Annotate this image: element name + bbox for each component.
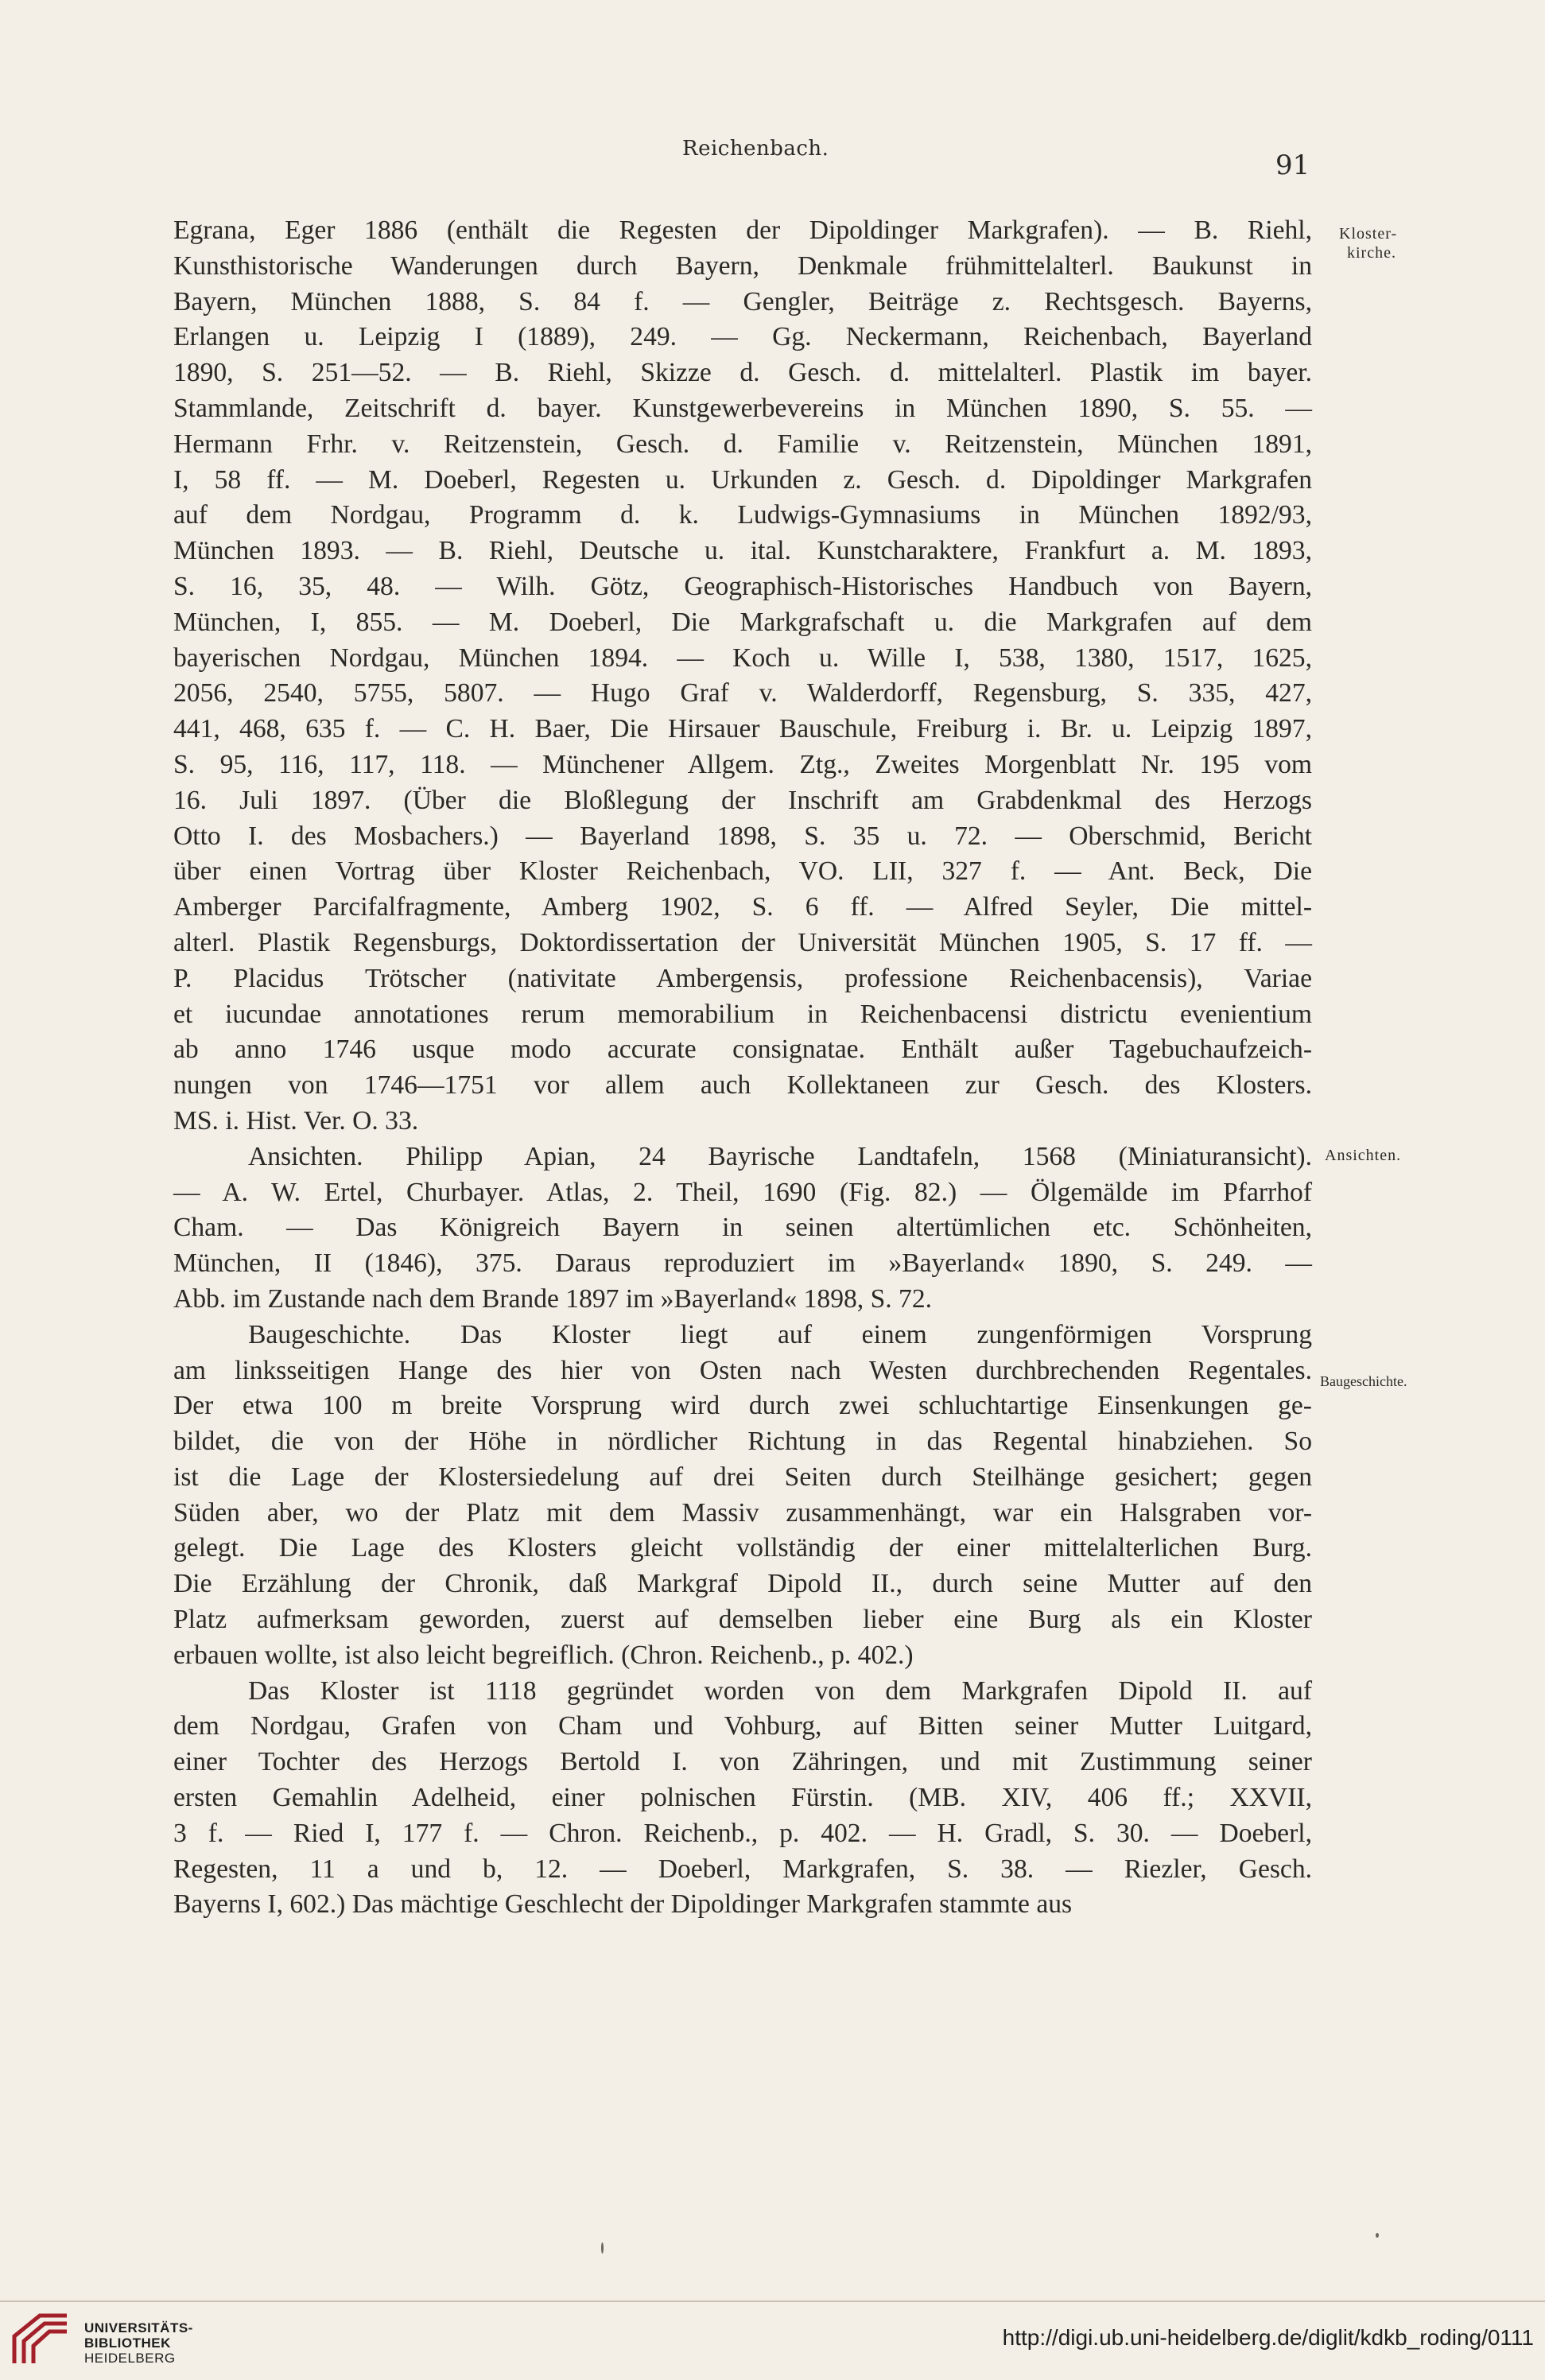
text-line: Hermann Frhr. v. Reitzenstein, Gesch. d. Familie v. Reitzenstein, München 1891,	[173, 429, 1312, 459]
text-line: Abb. im Zustande nach dem Brande 1897 im »Bayerland« 1898, S. 72.	[173, 1283, 933, 1314]
text-line: 1890, S. 251—52. — B. Riehl, Skizze d. Gesch. d. mittelalterl. Plastik im bayer.	[173, 358, 1312, 388]
text-line: dem Nordgau, Grafen von Cham und Vohburg, auf Bitten seiner Mutter Luitgard,	[173, 1711, 1312, 1741]
marginal-note-ansichten: Ansichten.	[1325, 1147, 1402, 1164]
text-line: nungen von 1746—1751 vor allem auch Kollektaneen zur Gesch. des Klosters.	[173, 1070, 1312, 1101]
marginal-note-klosterkirche	[1339, 224, 1397, 262]
page-number: 91	[1275, 149, 1310, 181]
text-line: Egrana, Eger 1886 (enthält die Regesten der Dipoldinger Markgrafen). — B. Riehl,	[173, 215, 1312, 245]
text-line: 2056, 2540, 5755, 5807. — Hugo Graf v. Walderdorff, Regensburg, S. 335, 427,	[173, 678, 1312, 709]
text-line: Otto I. des Mosbachers.) — Bayerland 1898, S. 35 u. 72. — Oberschmid, Bericht	[173, 821, 1312, 851]
marginal-note-line: kirche.	[1347, 244, 1396, 262]
text-line: Bayern, München 1888, S. 84 f. — Gengler, Beiträge z. Rechtsgesch. Bayerns,	[173, 286, 1312, 316]
paragraph-founding	[173, 1674, 1312, 1924]
text-line: Regesten, 11 a und b, 12. — Doeberl, Markgrafen, S. 38. — Riezler, Gesch.	[173, 1854, 1312, 1884]
marginal-note-baugeschichte: Baugeschichte.	[1320, 1373, 1407, 1389]
text-line: Erlangen u. Leipzig I (1889), 249. — Gg. Neckermann, Reichenbach, Bayerland	[173, 322, 1312, 352]
text-line: Ansichten. Philipp Apian, 24 Bayrische Landtafeln, 1568 (Miniaturansicht).	[248, 1141, 1312, 1171]
text-line: I, 58 ff. — M. Doeberl, Regesten u. Urkunden z. Gesch. d. Dipoldinger Markgrafen	[173, 464, 1312, 495]
text-line: München, I, 855. — M. Doeberl, Die Markgrafschaft u. die Markgrafen auf dem	[173, 607, 1312, 637]
footer-rule	[0, 2300, 1545, 2302]
text-line: bildet, die von der Höhe in nördlicher Richtung in das Regental hinabziehen. So	[173, 1427, 1312, 1457]
text-line: — A. W. Ertel, Churbayer. Atlas, 2. Theil, 1690 (Fig. 82.) — Ölgemälde im Pfarrhof	[173, 1177, 1312, 1207]
text-line: Süden aber, wo der Platz mit dem Massiv zusammenhängt, war ein Halsgraben vor-	[173, 1497, 1312, 1528]
text-line: am linksseitigen Hange des hier von Osten nach Westen durchbrechenden Regentales.	[173, 1355, 1312, 1385]
library-name-line: BIBLIOTHEK	[84, 2335, 171, 2351]
paragraph-ansichten	[173, 1140, 1312, 1318]
text-line: Kunsthistorische Wanderungen durch Bayern, Denkmale frühmittelalterl. Baukunst in	[173, 250, 1312, 281]
text-line: Baugeschichte. Das Kloster liegt auf einem zungenförmigen Vorsprung	[248, 1319, 1312, 1349]
library-name	[84, 2320, 193, 2366]
main-text	[173, 213, 1312, 1923]
text-line: ersten Gemahlin Adelheid, einer polnischen Fürstin. (MB. XIV, 406 ff.; XXVII,	[173, 1783, 1312, 1813]
text-line: erbauen wollte, ist also leicht begreiflich. (Chron. Reichenb., p. 402.)	[173, 1640, 914, 1670]
paragraph-baugeschichte	[173, 1318, 1312, 1674]
text-line: Platz aufmerksam geworden, zuerst auf demselben lieber eine Burg als ein Kloster	[173, 1605, 1312, 1635]
text-line: 16. Juli 1897. (Über die Bloßlegung der Inschrift am Grabdenkmal des Herzogs	[173, 785, 1312, 815]
permalink-url[interactable]: http://digi.ub.uni-heidelberg.de/diglit/kdkb_roding/0111	[1002, 2325, 1534, 2350]
text-line: über einen Vortrag über Kloster Reichenbach, VO. LII, 327 f. — Ant. Beck, Die	[173, 856, 1312, 887]
text-line: Stammlande, Zeitschrift d. bayer. Kunstgewerbevereins in München 1890, S. 55. —	[173, 393, 1312, 423]
text-line: Der etwa 100 m breite Vorsprung wird durch zwei schluchtartige Einsenkungen ge-	[173, 1391, 1312, 1421]
text-line: et iucundae annotationes rerum memorabilium in Reichenbacensi districtu evenientium	[173, 999, 1312, 1029]
text-line: München 1893. — B. Riehl, Deutsche u. ital. Kunstcharaktere, Frankfurt a. M. 1893,	[173, 536, 1312, 566]
library-logo-icon	[11, 2312, 70, 2366]
library-name-line: UNIVERSITÄTS-	[84, 2320, 193, 2335]
text-line: Bayerns I, 602.) Das mächtige Geschlecht der Dipoldinger Markgrafen stammte aus	[173, 1889, 1073, 1920]
text-line: ab anno 1746 usque modo accurate consignatae. Enthält außer Tagebuchaufzeich-	[173, 1035, 1312, 1065]
text-line: auf dem Nordgau, Programm d. k. Ludwigs-Gymnasiums in München 1892/93,	[173, 500, 1312, 530]
text-line: Das Kloster ist 1118 gegründet worden von dem Markgrafen Dipold II. auf	[248, 1675, 1312, 1706]
text-line: 3 f. — Ried I, 177 f. — Chron. Reichenb., p. 402. — H. Gradl, S. 30. — Doeberl,	[173, 1818, 1312, 1848]
text-line: gelegt. Die Lage des Klosters gleicht vollständig der einer mittelalterlichen Burg.	[173, 1533, 1312, 1563]
text-line: alterl. Plastik Regensburgs, Doktordissertation der Universität München 1905, S. 17 ff. —	[173, 927, 1312, 957]
text-line: München, II (1846), 375. Daraus reproduziert im »Bayerland« 1890, S. 249. —	[173, 1248, 1312, 1279]
text-line: Cham. — Das Königreich Bayern in seinen altertümlichen etc. Schönheiten,	[173, 1213, 1312, 1243]
text-line: einer Tochter des Herzogs Bertold I. von Zähringen, und mit Zustimmung seiner	[173, 1747, 1312, 1777]
text-line: S. 16, 35, 48. — Wilh. Götz, Geographisch-Historisches Handbuch von Bayern,	[173, 571, 1312, 601]
marginal-note-line: Kloster-	[1339, 225, 1398, 243]
text-line: bayerischen Nordgau, München 1894. — Koch u. Wille I, 538, 1380, 1517, 1625,	[173, 643, 1312, 673]
text-line: 441, 468, 635 f. — C. H. Baer, Die Hirsauer Bauschule, Freiburg i. Br. u. Leipzig 1897,	[173, 714, 1312, 744]
library-name-line: HEIDELBERG	[84, 2351, 176, 2366]
text-line: Amberger Parcifalfragmente, Amberg 1902, S. 6 ff. — Alfred Seyler, Die mittel-	[173, 892, 1312, 922]
text-line: ist die Lage der Klostersiedelung auf drei Seiten durch Steilhänge gesichert; gegen	[173, 1462, 1312, 1492]
text-line: MS. i. Hist. Ver. O. 33.	[173, 1105, 419, 1136]
paragraph-literature	[173, 213, 1312, 1140]
text-line: Die Erzählung der Chronik, daß Markgraf Dipold II., durch seine Mutter auf den	[173, 1569, 1312, 1599]
running-head: Reichenbach.	[682, 137, 829, 161]
text-line: P. Placidus Trötscher (nativitate Ambergensis, professione Reichenbacensis), Variae	[173, 963, 1312, 993]
speck	[1376, 2233, 1379, 2238]
text-line: S. 95, 116, 117, 118. — Münchener Allgem. Ztg., Zweites Morgenblatt Nr. 195 vom	[173, 749, 1312, 779]
speck	[601, 2242, 604, 2254]
